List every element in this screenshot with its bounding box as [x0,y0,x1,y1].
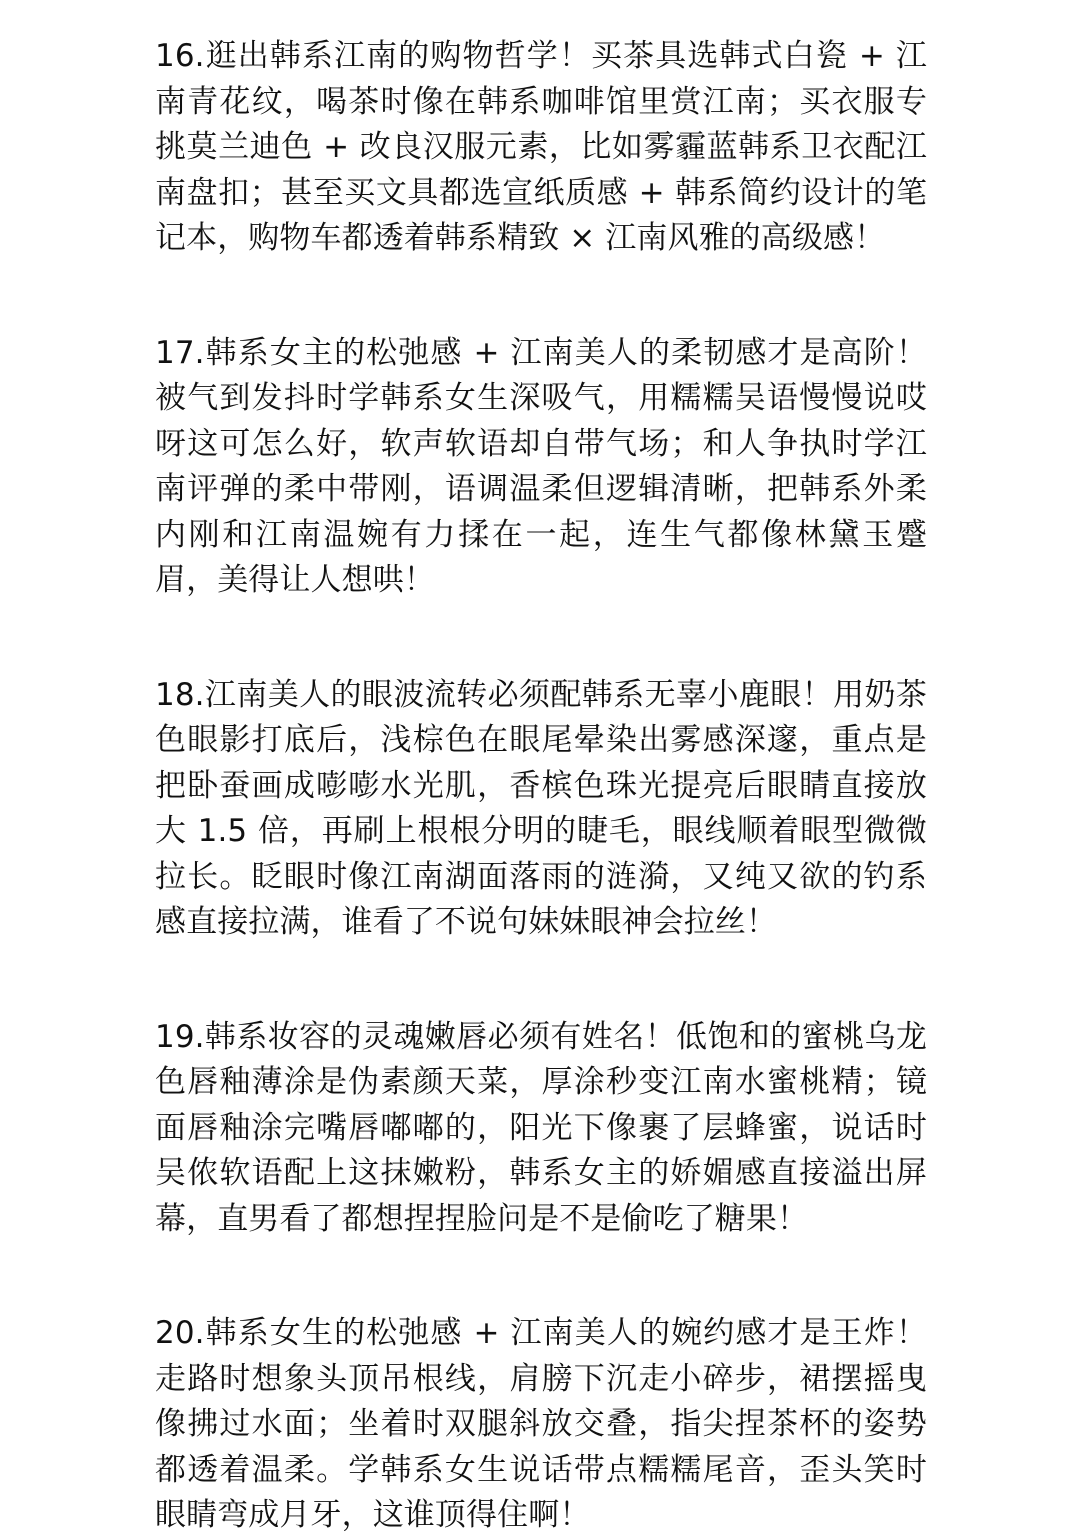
paragraph-16 [155,34,927,262]
paragraph-text: 逛出韩系江南的购物哲学！买茶具选韩式白瓷 + 江南青花纹，喝茶时像在韩系咖啡馆里赏江南；买衣服专挑莫兰迪色 + 改良汉服元素，比如雾霾蓝韩系卫衣配江南盘扣；甚至买文具都选宣纸质感 + 韩系简约设计的笔记本，购物车都透着韩系精致 × 江南风雅的高级感！ [155,38,927,256]
paragraph-20 [155,1311,927,1539]
paragraph-text: 韩系妆容的灵魂嫩唇必须有姓名！低饱和的蜜桃乌龙色唇釉薄涂是伪素颜天菜，厚涂秒变江南水蜜桃精；镜面唇釉涂完嘴唇嘟嘟的，阳光下像裹了层蜂蜜，说话时吴侬软语配上这抹嫩粉，韩系女主的娇媚感直接溢出屏幕，直男看了都想捏捏脸问是不是偷吃了糖果！ [155,1018,927,1237]
paragraph-text: 江南美人的眼波流转必须配韩系无辜小鹿眼！用奶茶色眼影打底后，浅棕色在眼尾晕染出雾感深邃，重点是把卧蚕画成嘭嘭水光肌，香槟色珠光提亮后眼睛直接放大 1.5 倍，再刷上根根分明的睫毛，眼线顺着眼型微微拉长。眨眼时像江南湖面落雨的涟漪，又纯又欲的钓系感直接拉满，谁看了不说句妹妹眼神会拉丝！ [155,676,927,940]
paragraph-19 [155,1015,927,1243]
paragraph-17 [155,331,927,604]
article-content [155,34,927,1539]
paragraph-number: 18. [155,676,205,713]
paragraph-number: 16. [155,38,205,74]
paragraph-number: 20. [155,1315,205,1351]
paragraph-18 [155,673,927,946]
paragraph-text: 韩系女主的松弛感 + 江南美人的柔韧感才是高阶！被气到发抖时学韩系女生深吸气，用糯糯吴语慢慢说哎呀这可怎么好，软声软语却自带气场；和人争执时学江南评弹的柔中带刚，语调温柔但逻辑清晰，把韩系外柔内刚和江南温婉有力揉在一起，连生气都像林黛玉蹙眉，美得让人想哄！ [155,334,927,598]
paragraph-number: 17. [155,334,205,371]
paragraph-number: 19. [155,1018,205,1055]
paragraph-text: 韩系女生的松弛感 + 江南美人的婉约感才是王炸！走路时想象头顶吊根线，肩膀下沉走小碎步，裙摆摇曳像拂过水面；坐着时双腿斜放交叠，指尖捏茶杯的姿势都透着温柔。学韩系女生说话带点糯糯尾音，歪头笑时眼睛弯成月牙，这谁顶得住啊！ [155,1315,927,1533]
